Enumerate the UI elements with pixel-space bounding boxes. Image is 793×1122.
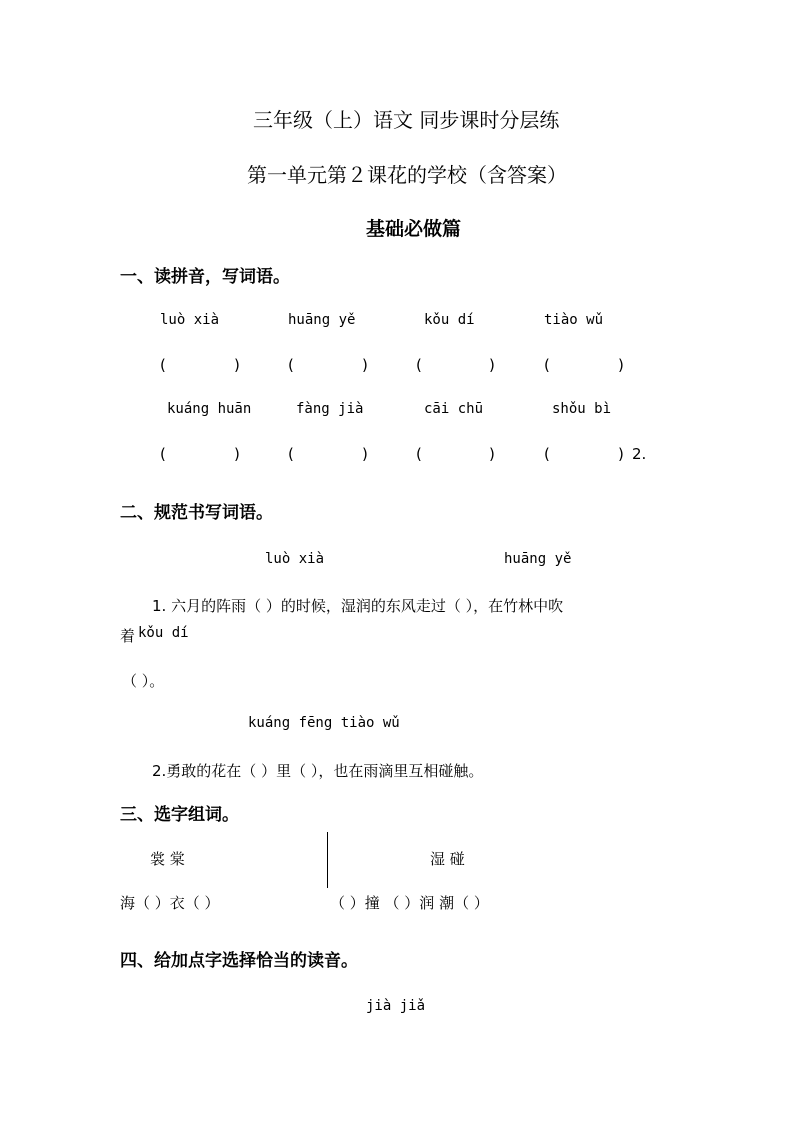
q3-left-chars: 裳 棠 xyxy=(150,850,185,868)
q1-pinyin-4: tiào wǔ xyxy=(544,312,604,328)
answer-blank-close: ) xyxy=(618,445,624,463)
q1-pinyin-5: kuáng huān xyxy=(167,401,252,417)
q1-pinyin-7: cāi chū xyxy=(424,401,484,417)
q1-heading: 一、读拼音，写词语。 xyxy=(120,267,290,287)
answer-blank-close: ) xyxy=(489,445,495,463)
answer-blank-open: ( xyxy=(416,445,422,463)
q2-sentence-1-blank: （ ）。 xyxy=(122,672,165,690)
answer-blank-close: ) xyxy=(234,445,240,463)
q2-sentence-2: 2.勇敢的花在（ ）里（ ），也在雨滴里互相碰触。 xyxy=(152,762,484,780)
q2-sentence-1-cont: 着 xyxy=(120,627,136,645)
q1-pinyin-6: fàng jià xyxy=(296,401,364,417)
q1-pinyin-3: kǒu dí xyxy=(424,312,475,328)
answer-blank-open: ( xyxy=(544,356,550,374)
answer-blank-open: ( xyxy=(544,445,550,463)
answer-blank-open: ( xyxy=(160,356,166,374)
q2-heading: 二、规范书写词语。 xyxy=(120,503,273,523)
q3-right-blanks: （ ）撞 （ ）润 潮（ ） xyxy=(330,894,489,912)
answer-blank-close: ) xyxy=(489,356,495,374)
q2-pinyin-b: huāng yě xyxy=(504,551,572,567)
section-title: 基础必做篇 xyxy=(366,218,462,240)
lesson-title: 第一单元第２课花的学校（含答案） xyxy=(247,163,567,187)
answer-blank-close: ) xyxy=(234,356,240,374)
answer-blank-close: ) xyxy=(618,356,624,374)
q4-heading: 四、给加点字选择恰当的读音。 xyxy=(120,951,358,971)
q3-right-chars: 湿 碰 xyxy=(430,850,465,868)
q3-heading: 三、选字组词。 xyxy=(120,805,239,825)
answer-blank-open: ( xyxy=(416,356,422,374)
q2-pinyin-kou-di: kǒu dí xyxy=(138,625,189,641)
q3-left-blanks: 海（ ）衣（ ） xyxy=(120,894,220,912)
answer-blank-open: ( xyxy=(160,445,166,463)
q4-pinyin: jià jiǎ xyxy=(366,998,426,1014)
answer-blank-open: ( xyxy=(288,356,294,374)
document-title: 三年级（上）语文 同步课时分层练 xyxy=(253,108,560,132)
q1-pinyin-8: shǒu bì xyxy=(552,401,612,417)
q1-pinyin-1: luò xià xyxy=(160,312,220,328)
q1-pinyin-2: huāng yě xyxy=(288,312,356,328)
q2-pinyin-c: kuáng fēng tiào wǔ xyxy=(248,715,400,731)
q3-divider xyxy=(327,832,328,888)
next-item-number: 2. xyxy=(632,445,647,463)
q2-sentence-1: 1. 六月的阵雨（ ）的时候，湿润的东风走过（ ），在竹林中吹 xyxy=(152,597,564,615)
answer-blank-close: ) xyxy=(362,445,368,463)
answer-blank-open: ( xyxy=(288,445,294,463)
q2-pinyin-a: luò xià xyxy=(265,551,325,567)
answer-blank-close: ) xyxy=(362,356,368,374)
